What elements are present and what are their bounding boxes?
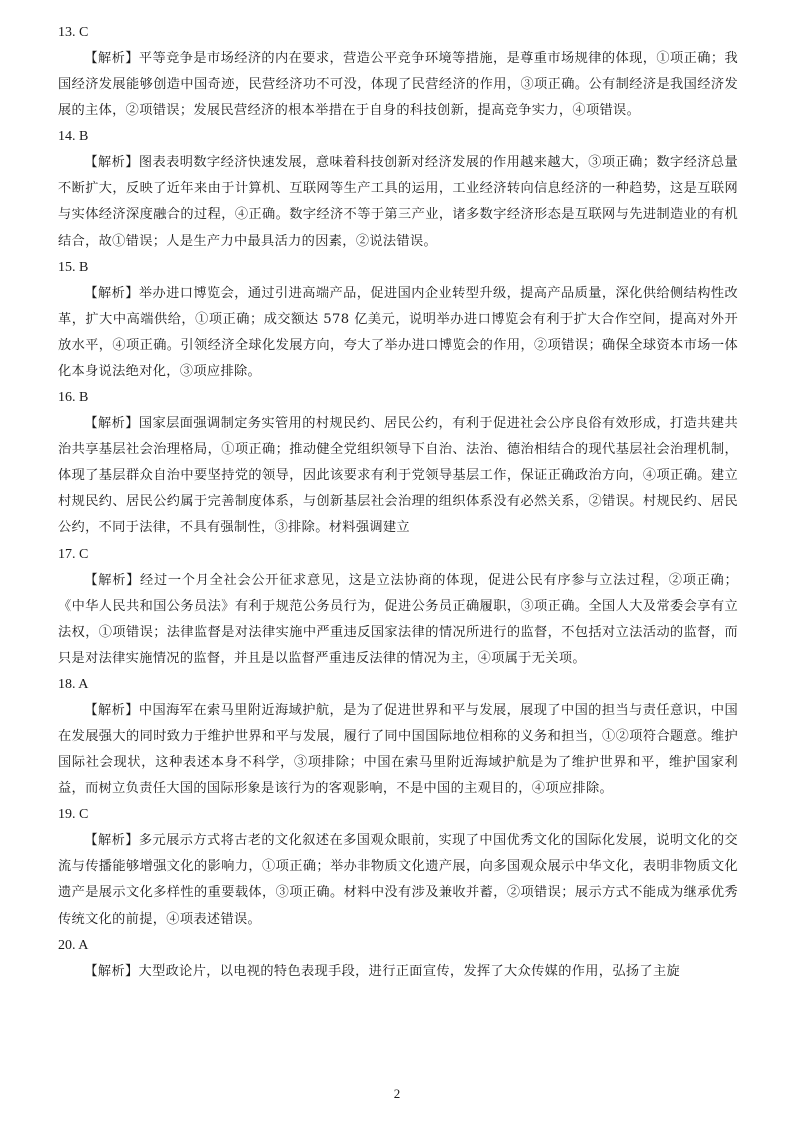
question-explanation: 【解析】举办进口博览会，通过引进高端产品，促进国内企业转型升级，提高产品质量，深化供给侧结构性改革，扩大中高端供给，①项正确；成交额达 578 亿美元，说明举办进口博览会有利于扩大合作空间，提高对外开放水平，④项正确。引领经济全球化发展方向，夸大了举办进口博览会的作用，②项错误；确保全球资本市场一体化本身说法绝对化，③项应排除。 — [58, 285, 738, 379]
question-number: 16. B — [58, 390, 89, 406]
question-number: 17. C — [58, 546, 89, 562]
question-19 — [58, 802, 738, 932]
question-explanation: 【解析】图表表明数字经济快速发展，意味着科技创新对经济发展的作用越来越大，③项正确；数字经济总量不断扩大，反映了近年来由于计算机、互联网等生产工具的运用，工业经济转向信息经济的一种趋势，这是互联网与实体经济深度融合的过程，④正确。数字经济不等于第三产业，诸多数字经济形态是互联网与先进制造业的有机结合，故①错误；人是生产力中最具活力的因素，②说法错误。 — [58, 155, 738, 249]
question-20 — [58, 933, 738, 985]
question-explanation: 【解析】平等竞争是市场经济的内在要求，营造公平竞争环境等措施，是尊重市场规律的体现，①项正确；我国经济发展能够创造中国奇迹，民营经济功不可没，体现了民营经济的作用，③项正确。公有制经济是我国经济发展的主体，②项错误；发展民营经济的根本举措在于自身的科技创新，提高竞争实力，④项错误。 — [58, 51, 738, 119]
question-15 — [58, 255, 738, 385]
question-16 — [58, 385, 738, 541]
question-number: 15. B — [58, 259, 89, 275]
page-number: 2 — [393, 1086, 401, 1101]
question-number: 20. A — [58, 937, 89, 953]
question-13 — [58, 20, 738, 124]
question-explanation: 【解析】多元展示方式将古老的文化叙述在多国观众眼前，实现了中国优秀文化的国际化发展，说明文化的交流与传播能够增强文化的影响力，①项正确；举办非物质文化遗产展，向多国观众展示中华文化，表明非物质文化遗产是展示文化多样性的重要载体，③项正确。材料中没有涉及兼收并蓄，②项错误；展示方式不能成为继承优秀传统文化的前提，④项表述错误。 — [58, 833, 738, 927]
question-14 — [58, 124, 738, 254]
question-explanation: 【解析】国家层面强调制定务实管用的村规民约、居民公约，有利于促进社会公序良俗有效形成，打造共建共治共享基层社会治理格局，①项正确；推动健全党组织领导下自治、法治、德治相结合的现代基层社会治理机制，体现了基层群众自治中要坚持党的领导，因此该要求有利于党领导基层工作，保证正确政治方向，④项正确。建立村规民约、居民公约属于完善制度体系，与创新基层社会治理的组织体系没有必然关系，②错误。村规民约、居民公约，不同于法律，不具有强制性，③排除。材料强调建立 — [58, 416, 738, 536]
question-18 — [58, 672, 738, 802]
question-explanation: 【解析】中国海军在索马里附近海域护航，是为了促进世界和平与发展，展现了中国的担当与责任意识，中国在发展强大的同时致力于维护世界和平与发展，履行了同中国国际地位相称的义务和担当，①②项符合题意。维护国际社会现状，这种表述本身不科学，③项排除；中国在索马里附近海域护航是为了维护世界和平，维护国家利益，而树立负责任大国的国际形象是该行为的客观影响，不是中国的主观目的，④项应排除。 — [58, 702, 738, 797]
question-number: 13. C — [58, 25, 89, 40]
question-explanation: 【解析】经过一个月全社会公开征求意见，这是立法协商的体现，促进公民有序参与立法过程，②项正确；《中华人民共和国公务员法》有利于规范公务员行为，促进公务员正确履职，③项正确。全国人大及常委会享有立法权，①项错误；法律监督是对法律实施中严重违反国家法律的情况所进行的监督，不包括对立法活动的监督，而只是对法律实施情况的监督，并且是以监督严重违反法律的情况为主，④项属于无关项。 — [58, 572, 738, 666]
question-number: 18. A — [58, 676, 89, 692]
question-number: 14. B — [58, 129, 89, 145]
answer-explanations — [58, 20, 738, 985]
question-explanation: 【解析】大型政论片，以电视的特色表现手段，进行正面宣传，发挥了大众传媒的作用，弘扬了主旋 — [84, 963, 681, 979]
question-number: 19. C — [58, 807, 89, 823]
question-17 — [58, 542, 738, 672]
